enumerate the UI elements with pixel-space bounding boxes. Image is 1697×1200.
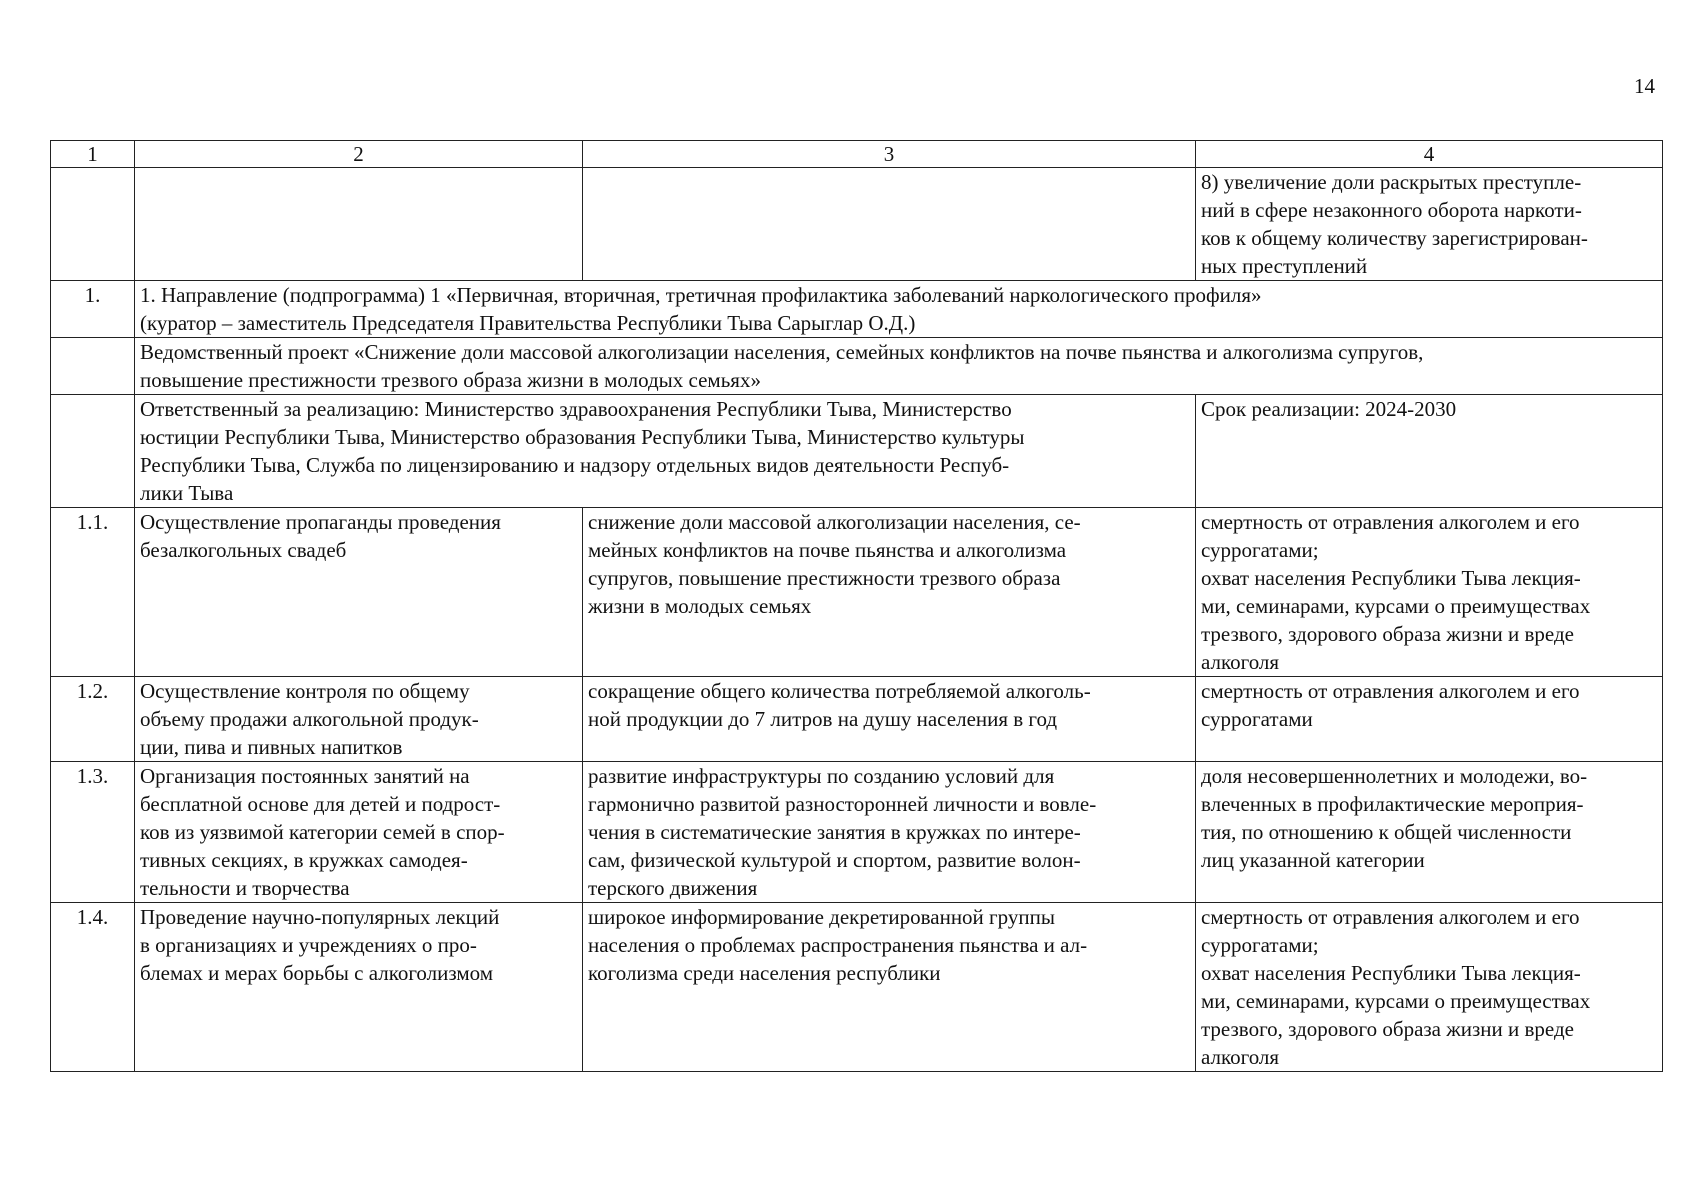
indicator-cell: смертность от отравления алкоголем и его суррогатами; охват населения Республики Тыва лекция- ми, семинарами, курсами о преимуществах трезвого, здорового образа жизни и вреде алкоголя [1196,903,1663,1072]
responsible-row [51,395,1663,508]
row-number: 1.4. [51,903,135,1072]
indicator-cell: доля несовершеннолетних и молодежи, во- влеченных в профилактические мероприя- тия, по отношению к общей численности лиц указанной категории [1196,762,1663,903]
indicator-cell: 8) увеличение доли раскрытых преступле- ний в сфере незаконного оборота наркоти- ков к общему количеству зарегистрирован- ных преступлений [1196,168,1663,281]
measures-table [50,140,1663,1072]
row-number: 1.3. [51,762,135,903]
project-row [51,338,1663,395]
table-row [51,762,1663,903]
direction-row [51,281,1663,338]
responsible-cell: Ответственный за реализацию: Министерство здравоохранения Республики Тыва, Министерство юстиции Республики Тыва, Министерство образования Республики Тыва, Министерство культуры Республики Тыва, Служба по лицензированию и надзору отдельных видов деятельности Респуб- лики Тыва [135,395,1196,508]
table-row [51,508,1663,677]
table-row [51,903,1663,1072]
indicator-cell: смертность от отравления алкоголем и его суррогатами [1196,677,1663,762]
empty-cell [583,168,1196,281]
column-number-row [51,141,1663,168]
result-cell: широкое информирование декретированной группы населения о проблемах распространения пьянства и ал- коголизма среди населения республики [583,903,1196,1072]
term-cell: Срок реализации: 2024-2030 [1196,395,1663,508]
column-header: 2 [135,141,583,168]
continued-row [51,168,1663,281]
column-header: 4 [1196,141,1663,168]
empty-cell [135,168,583,281]
empty-cell [51,395,135,508]
measure-cell: Проведение научно-популярных лекций в организациях и учреждениях о про- блемах и мерах борьбы с алкоголизмом [135,903,583,1072]
result-cell: сокращение общего количества потребляемой алкоголь- ной продукции до 7 литров на душу населения в год [583,677,1196,762]
empty-cell [51,168,135,281]
direction-title: 1. Направление (подпрограмма) 1 «Первичная, вторичная, третичная профилактика заболеваний наркологического профиля» (куратор – заместитель Председателя Правительства Республики Тыва Сарыглар О.Д.) [135,281,1663,338]
column-header: 1 [51,141,135,168]
empty-cell [51,338,135,395]
project-title: Ведомственный проект «Снижение доли массовой алкоголизации населения, семейных конфликтов на почве пьянства и алкоголизма супругов, повышение престижности трезвого образа жизни в молодых семьях» [135,338,1663,395]
table-row [51,677,1663,762]
indicator-cell: смертность от отравления алкоголем и его суррогатами; охват населения Республики Тыва лекция- ми, семинарами, курсами о преимуществах трезвого, здорового образа жизни и вреде алкоголя [1196,508,1663,677]
result-cell: развитие инфраструктуры по созданию условий для гармонично развитой разносторонней личности и вовле- чения в систематические занятия в кружках по интере- сам, физической культурой и спортом, развитие волон- терского движения [583,762,1196,903]
page-number: 14 [1634,74,1655,98]
row-number: 1.1. [51,508,135,677]
measure-cell: Осуществление пропаганды проведения безалкогольных свадеб [135,508,583,677]
result-cell: снижение доли массовой алкоголизации населения, се- мейных конфликтов на почве пьянства и алкоголизма супругов, повышение престижности трезвого образа жизни в молодых семьях [583,508,1196,677]
measure-cell: Осуществление контроля по общему объему продажи алкогольной продук- ции, пива и пивных напитков [135,677,583,762]
measure-cell: Организация постоянных занятий на бесплатной основе для детей и подрост- ков из уязвимой категории семей в спор- тивных секциях, в кружках самодея- тельности и творчества [135,762,583,903]
column-header: 3 [583,141,1196,168]
row-number: 1. [51,281,135,338]
row-number: 1.2. [51,677,135,762]
